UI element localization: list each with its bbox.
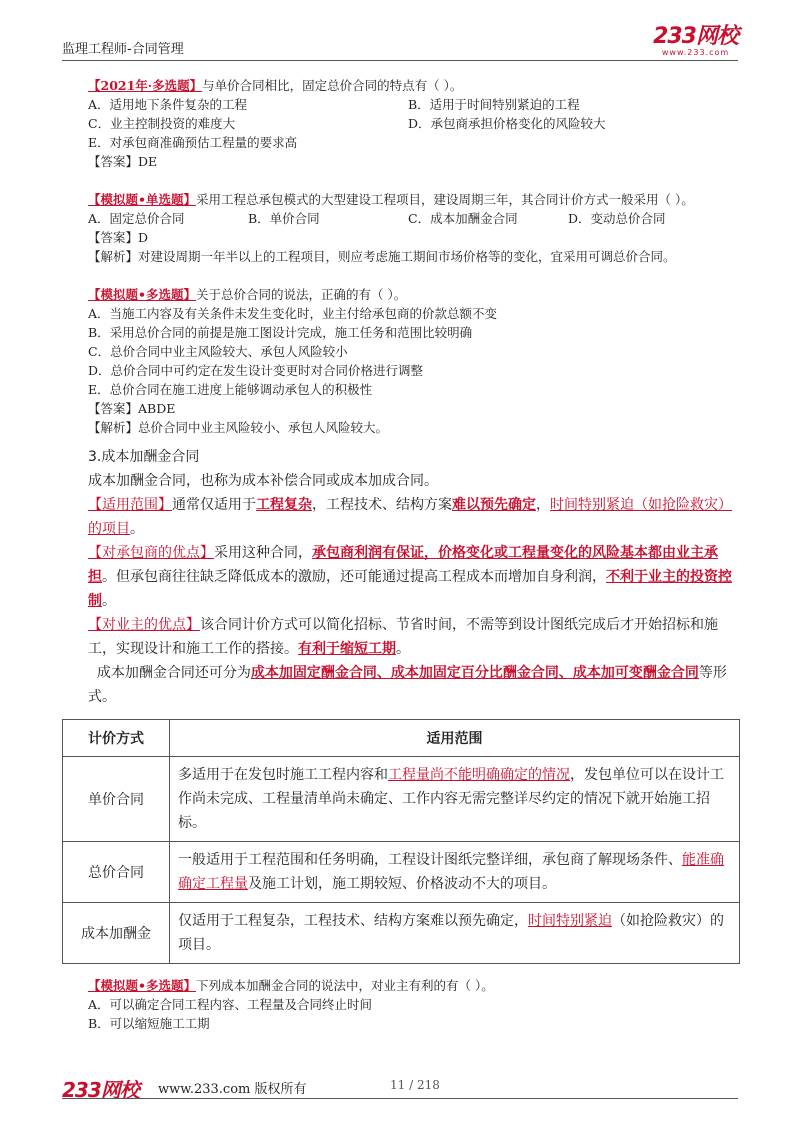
question-2-stem: 【模拟题•单选题】采用工程总承包模式的大型建设工程项目，建设周期三年，其合同计价方式一般采用（ ）。 (88, 192, 694, 207)
option-d: D．变动总价合同 (568, 211, 666, 226)
brand-logo (653, 26, 738, 57)
option-e: E．对承包商准确预估工程量的要求高 (88, 135, 298, 150)
scope-paragraph: 【适用范围】通常仅适用于工程复杂，工程技术、结构方案难以预先确定，时间特别紧迫（如抢险救灾）的项目。 (88, 497, 732, 537)
option-c: C．成本加酬金合同 (408, 211, 518, 226)
option-b: B．适用于时间特别紧迫的工程 (408, 97, 580, 112)
footer-divider (62, 1098, 738, 1099)
table-cell-method: 单价合同 (63, 757, 170, 842)
document-header-title: 监理工程师-合同管理 (62, 42, 184, 57)
option-a: A．固定总价合同 (88, 211, 185, 226)
logo-subtext: www.233.com (661, 48, 730, 57)
question-3 (88, 285, 738, 437)
option-e: E．总价合同在施工进度上能够调动承包人的积极性 (88, 382, 373, 397)
option-d: D．承包商承担价格变化的风险较大 (408, 116, 606, 131)
table-cell-method: 成本加酬金 (63, 903, 170, 964)
question-1 (88, 76, 738, 171)
question-1-stem: 【2021年·多选题】与单价合同相比，固定总价合同的特点有（ ）。 (88, 78, 463, 93)
question-2 (88, 190, 738, 266)
option-d: D．总价合同中可约定在发生设计变更时对合同价格进行调整 (88, 363, 424, 378)
table-row (63, 842, 740, 903)
question-3-stem: 【模拟题•多选题】关于总价合同的说法，正确的有（ ）。 (88, 287, 407, 302)
pricing-method-table (62, 719, 740, 964)
option-a: A．可以确定合同工程内容、工程量及合同终止时间 (88, 997, 373, 1012)
owner-advantage-paragraph: 【对业主的优点】该合同计价方式可以简化招标、节省时间，不需等到设计图纸完成后才开始招标和施工，实现设计和施工工作的搭接。有利于缩短工期。 (88, 617, 718, 657)
option-b: B．单价合同 (248, 211, 320, 226)
table-cell-scope: 多适用于在发包时施工工程内容和工程量尚不能明确确定的情况，发包单位可以在设计工作尚未完成、工程量清单尚未确定、工作内容无需完整详尽约定的情况下就开始施工招标。 (170, 757, 740, 842)
explanation: 【解析】总价合同中业主风险较小、承包人风险较大。 (88, 420, 389, 435)
option-c: C．业主控制投资的难度大 (88, 116, 236, 131)
question-4-stem: 【模拟题•多选题】下列成本加酬金合同的说法中，对业主有利的有（ ）。 (88, 978, 494, 993)
option-b: B．可以缩短施工工期 (88, 1016, 210, 1031)
table-header-cell: 计价方式 (63, 720, 170, 757)
page-number: 11 / 218 (390, 1078, 440, 1092)
table-header-cell: 适用范围 (170, 720, 740, 757)
section-cost-plus (88, 445, 738, 709)
answer: 【答案】ABDE (88, 401, 176, 416)
option-b: B．采用总价合同的前提是施工图设计完成，施工任务和范围比较明确 (88, 325, 473, 340)
table-cell-scope: 仅适用于工程复杂，工程技术、结构方案难以预先确定，时间特别紧迫（如抢险救灾）的项目。 (170, 903, 740, 964)
option-a: A．适用地下条件复杂的工程 (88, 97, 248, 112)
footer-copyright: www.233.com 版权所有 (158, 1082, 307, 1097)
question-4 (88, 976, 738, 1033)
page-content (81, 76, 738, 1033)
table-cell-scope: 一般适用于工程范围和任务明确，工程设计图纸完整详细，承包商了解现场条件、能准确确定工程量及施工计划，施工期较短、价格波动不大的项目。 (170, 842, 740, 903)
answer: 【答案】DE (88, 154, 158, 169)
table-header-row (63, 720, 740, 757)
section-heading: 3.成本加酬金合同 (88, 449, 200, 465)
footer-logo: 233网校 (62, 1078, 139, 1102)
table-row (63, 903, 740, 964)
option-c: C．总价合同中业主风险较大、承包人风险较小 (88, 344, 348, 359)
table-cell-method: 总价合同 (63, 842, 170, 903)
answer: 【答案】D (88, 230, 149, 245)
section-intro: 成本加酬金合同，也称为成本补偿合同或成本加成合同。 (88, 473, 438, 489)
header-divider (62, 60, 738, 61)
types-paragraph: 成本加酬金合同还可分为成本加固定酬金合同、成本加固定百分比酬金合同、成本加可变酬金合同等形式。 (88, 665, 727, 705)
option-a: A．当施工内容及有关条件未发生变化时，业主付给承包商的价款总额不变 (88, 306, 498, 321)
contractor-advantage-paragraph: 【对承包商的优点】采用这种合同，承包商利润有保证，价格变化或工程量变化的风险基本都由业主承担。但承包商往往缺乏降低成本的激励，还可能通过提高工程成本而增加自身利润，不利于业主的投资控制。 (88, 545, 732, 609)
logo-text: 233网校 (653, 24, 738, 49)
explanation: 【解析】对建设周期一年半以上的工程项目，则应考虑施工期间市场价格等的变化，宜采用可调总价合同。 (88, 249, 676, 264)
table-row (63, 757, 740, 842)
